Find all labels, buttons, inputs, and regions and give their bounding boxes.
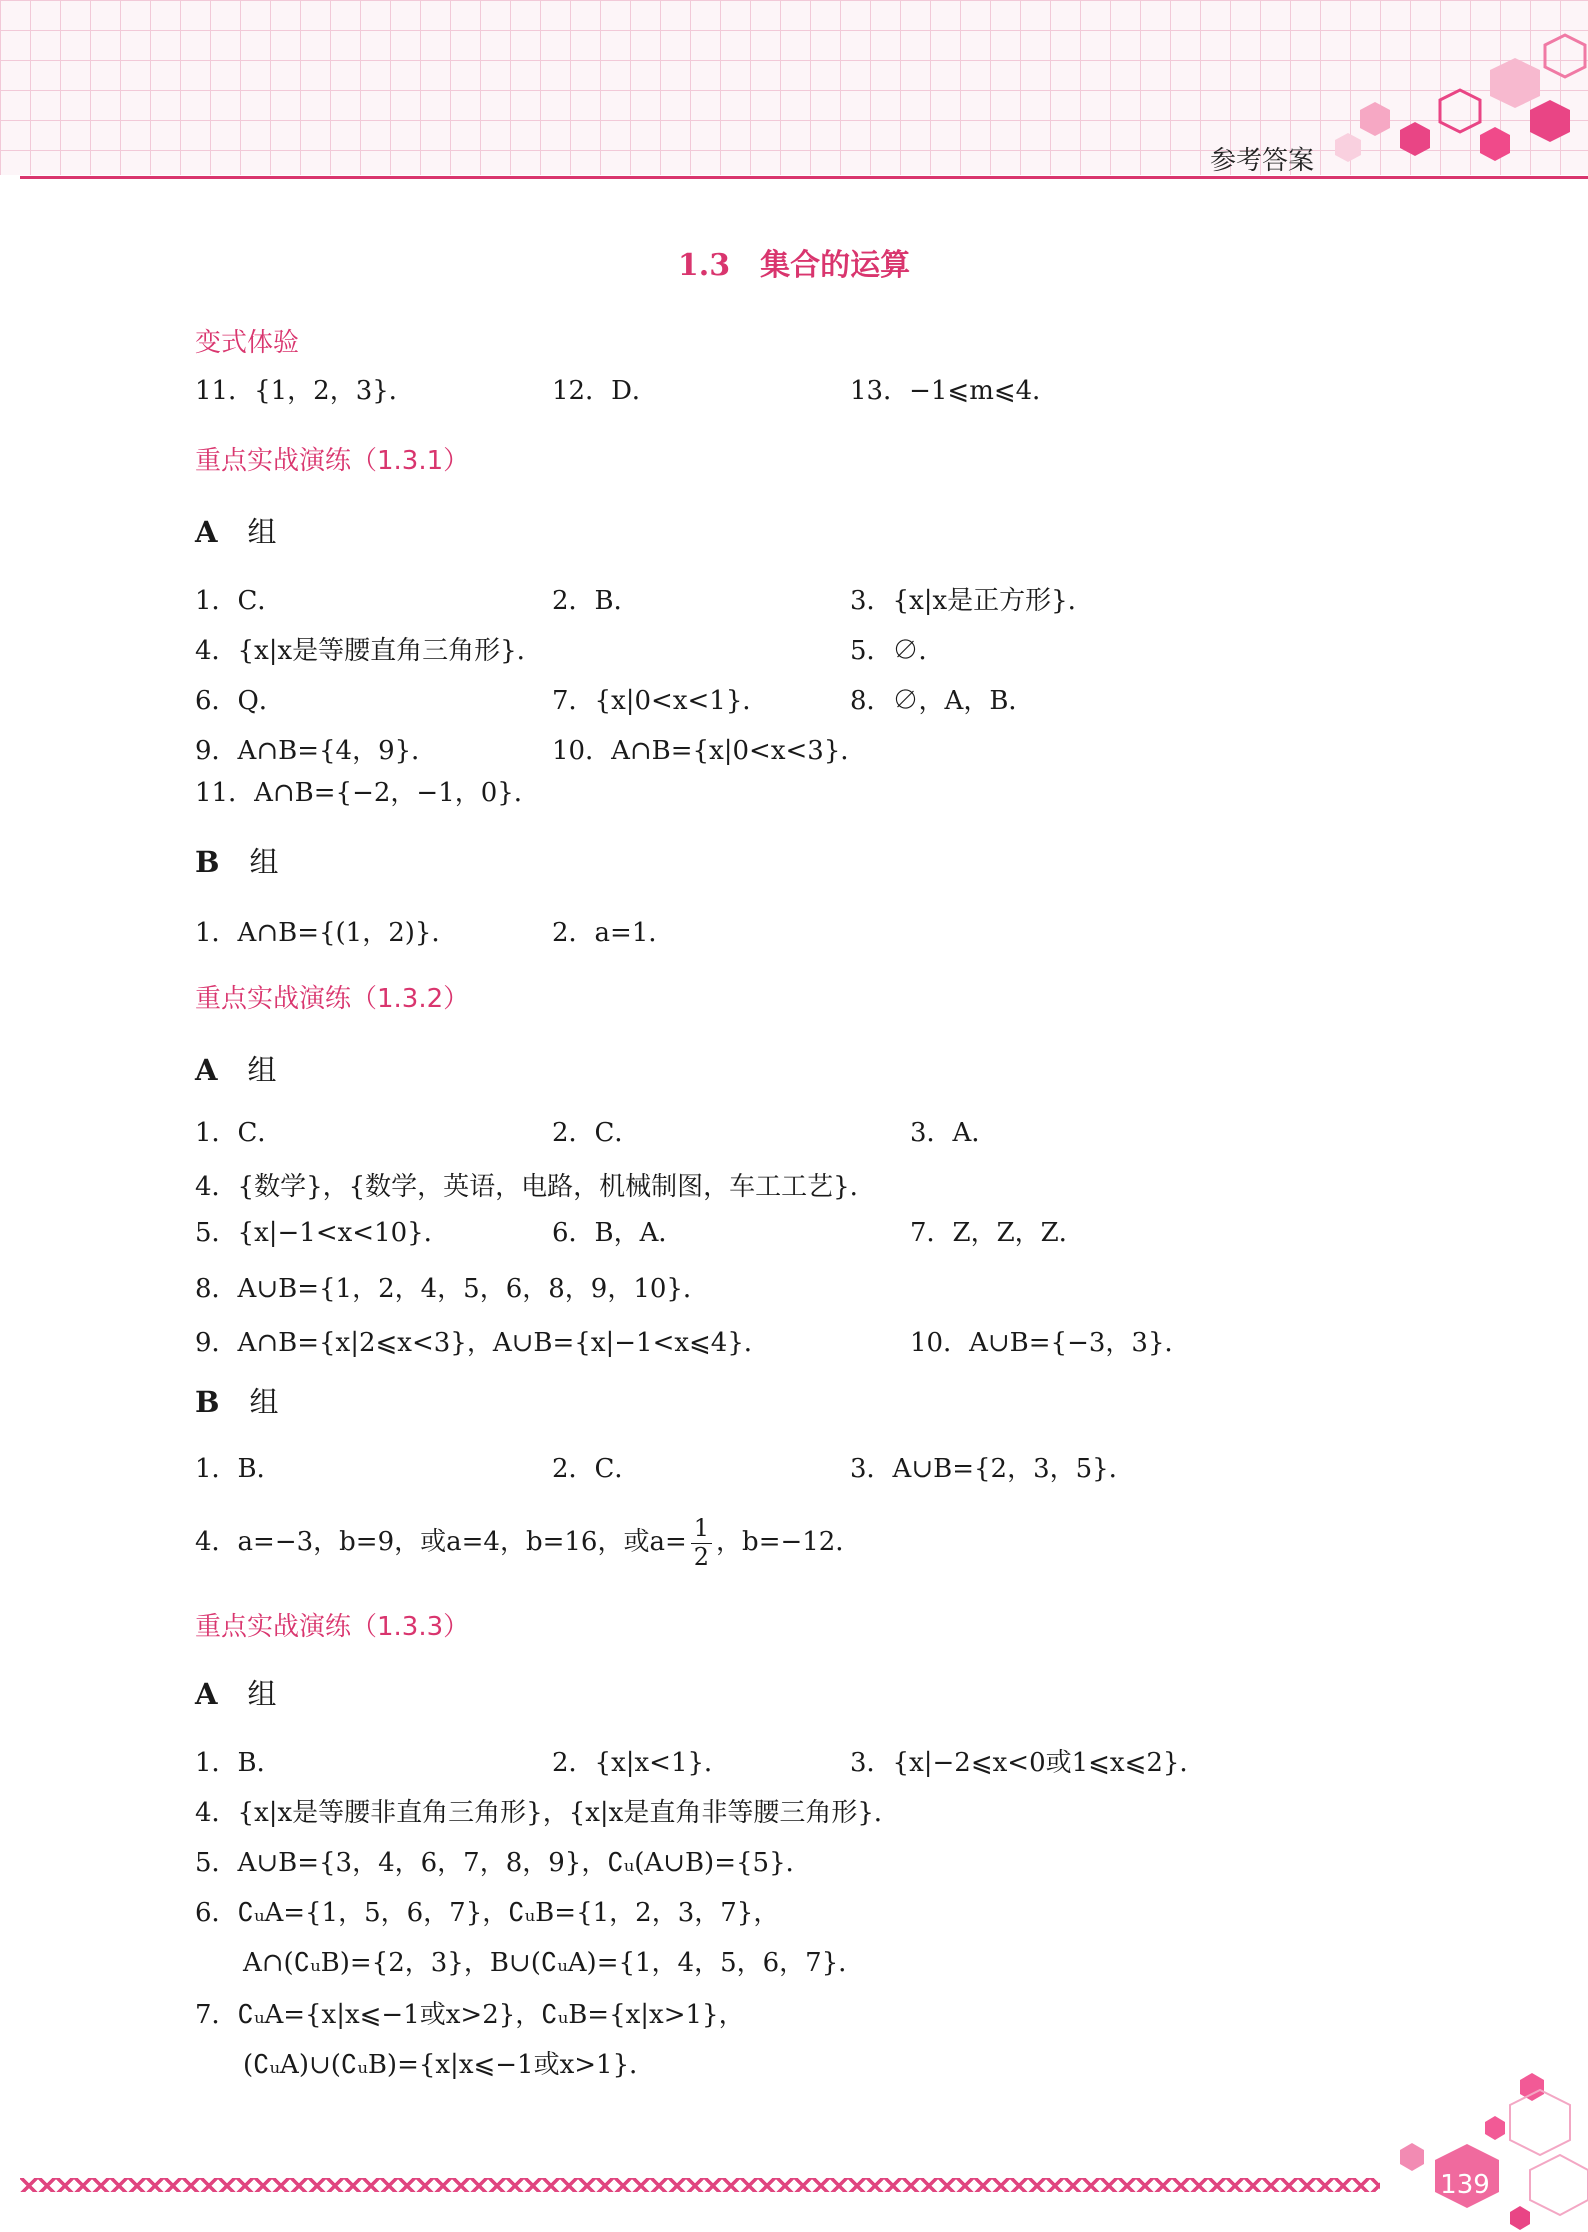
- answer-text: ，b=−12．: [716, 1527, 862, 1558]
- answer-line: 3．A∪B={2，3，5}．: [850, 1454, 1135, 1484]
- answer-line: 3．{x|−2⩽x<0或1⩽x⩽2}．: [850, 1748, 1206, 1778]
- group-suffix: 组: [247, 515, 277, 549]
- header-rule: [20, 176, 1588, 179]
- group-letter: B: [195, 1385, 220, 1419]
- group-letter: A: [195, 1677, 218, 1711]
- answer-line: 7．{x|0<x<1}．: [552, 686, 769, 716]
- section-drill-2: 重点实战演练（1.3.2）: [195, 984, 470, 1014]
- group-suffix: 组: [247, 1677, 277, 1711]
- answer-line: 13．−1⩽m⩽4．: [850, 376, 1059, 406]
- answer-line: 7．∁ᵤA={x|x⩽−1或x>2}，∁ᵤB={x|x>1}，: [195, 2000, 745, 2030]
- fraction: [691, 1515, 712, 1571]
- answer-line: 3．{x|x是正方形}．: [850, 586, 1094, 616]
- group-suffix: 组: [249, 845, 279, 879]
- answer-line-fraction: [195, 1515, 861, 1571]
- header-label: 参考答案: [1210, 146, 1315, 176]
- group-letter: A: [195, 1053, 218, 1087]
- answer-line: (∁ᵤA)∪(∁ᵤB)={x|x⩽−1或x>1}．: [243, 2050, 656, 2080]
- answer-line: 2．a=1．: [552, 918, 675, 948]
- answer-line: 4．{数学}，{数学，英语，电路，机械制图，车工工艺}．: [195, 1172, 876, 1202]
- answer-line: 6．B，A．: [552, 1218, 685, 1248]
- section-variant: 变式体验: [195, 328, 300, 358]
- answer-line: 6．∁ᵤA={1，5，6，7}，∁ᵤB={1，2，3，7}，: [195, 1898, 780, 1928]
- answer-line: 8．A∪B={1，2，4，5，6，8，9，10}．: [195, 1274, 709, 1304]
- footer-zigzag-band: [20, 2178, 1380, 2192]
- answer-line: 12．D．: [552, 376, 658, 406]
- answer-line: 2．B．: [552, 586, 640, 616]
- answer-line: 1．B．: [195, 1454, 283, 1484]
- answer-line: 2．{x|x<1}．: [552, 1748, 731, 1778]
- answer-line: 7．Z，Z，Z．: [910, 1218, 1085, 1248]
- fraction-numerator: 1: [691, 1515, 712, 1544]
- group-a-heading: [195, 510, 277, 551]
- answer-line: 2．C．: [552, 1118, 641, 1148]
- group-a-heading: [195, 1048, 277, 1089]
- hexagon-decoration-top: [1330, 30, 1588, 180]
- section-drill-3: 重点实战演练（1.3.3）: [195, 1612, 470, 1642]
- group-b-heading: [195, 1380, 279, 1421]
- answer-line: 1．C．: [195, 586, 284, 616]
- answer-line: 10．A∪B={−3，3}．: [910, 1328, 1191, 1358]
- answer-line: A∩(∁ᵤB)={2，3}，B∪(∁ᵤA)={1，4，5，6，7}．: [243, 1948, 865, 1978]
- page-number: 139: [1440, 2170, 1490, 2200]
- answer-line: 5．A∪B={3，4，6，7，8，9}，∁ᵤ(A∪B)={5}．: [195, 1848, 812, 1878]
- answer-line: 4．{x|x是等腰直角三角形}．: [195, 636, 543, 666]
- answer-line: 2．C．: [552, 1454, 641, 1484]
- fraction-denominator: 2: [693, 1542, 710, 1571]
- group-suffix: 组: [249, 1385, 279, 1419]
- group-letter: B: [195, 845, 220, 879]
- group-letter: A: [195, 515, 218, 549]
- answer-line: 5．{x|−1<x<10}．: [195, 1218, 450, 1248]
- answer-line: 9．A∩B={4，9}．: [195, 736, 438, 766]
- answer-line: 5．∅．: [850, 636, 945, 666]
- answer-line: 9．A∩B={x|2⩽x<3}，A∪B={x|−1<x⩽4}．: [195, 1328, 770, 1358]
- answer-line: 4．{x|x是等腰非直角三角形}，{x|x是直角非等腰三角形}．: [195, 1798, 900, 1828]
- answer-line: 1．A∩B={(1，2)}．: [195, 918, 458, 948]
- answer-line: 11．A∩B={−2，−1，0}．: [195, 778, 540, 808]
- answer-line: 10．A∩B={x|0<x<3}．: [552, 736, 867, 766]
- answer-text: 4．a=−3，b=9，或a=4，b=16，或a=: [195, 1527, 687, 1558]
- answer-line: 1．B．: [195, 1748, 283, 1778]
- group-a-heading: [195, 1672, 277, 1713]
- answer-line: 3．A．: [910, 1118, 998, 1148]
- answer-line: 8．∅，A，B．: [850, 686, 1035, 716]
- group-b-heading: [195, 840, 279, 881]
- answer-line: 1．C．: [195, 1118, 284, 1148]
- answer-line: 11．{1，2，3}．: [195, 376, 415, 406]
- page-title: 1.3 集合的运算: [677, 248, 911, 283]
- group-suffix: 组: [247, 1053, 277, 1087]
- section-drill-1: 重点实战演练（1.3.1）: [195, 446, 470, 476]
- answer-line: 6．Q．: [195, 686, 285, 716]
